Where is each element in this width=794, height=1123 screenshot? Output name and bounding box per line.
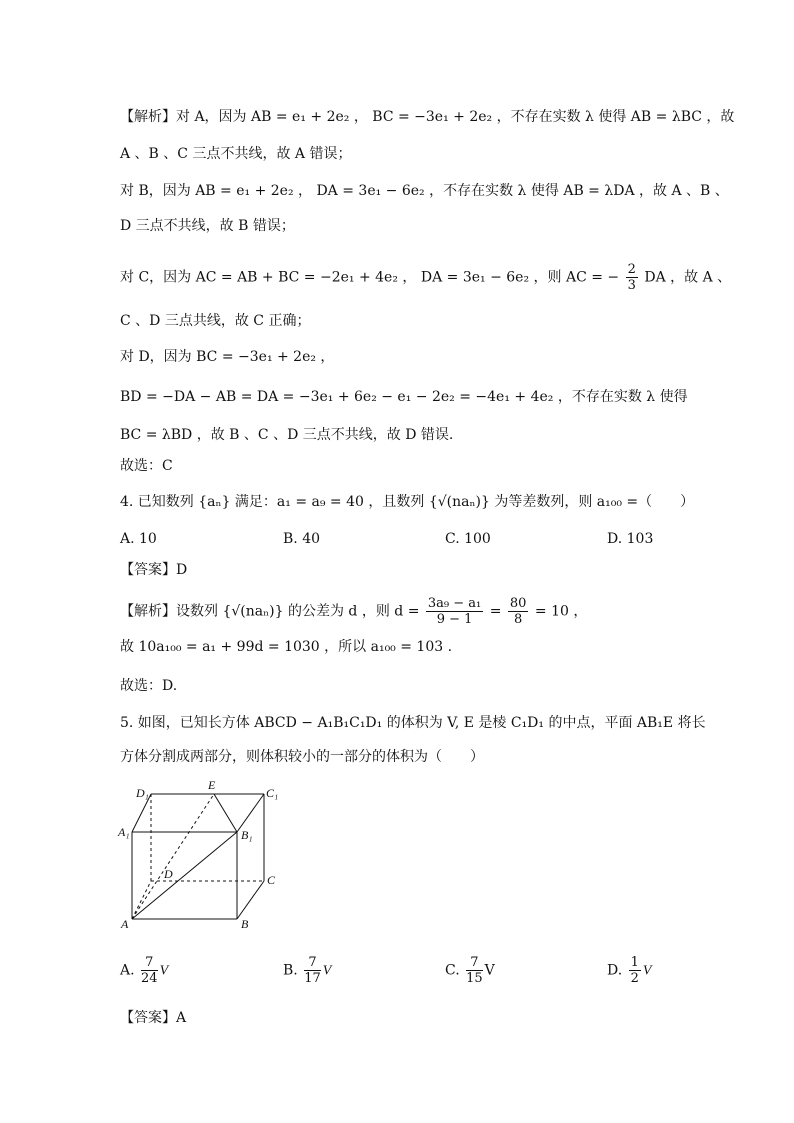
label-d: D xyxy=(164,867,173,881)
label-c: C xyxy=(267,873,276,887)
p5-option-d xyxy=(607,955,651,986)
segment-e-b1 xyxy=(214,794,237,832)
p3-line-5-part-b: DA ，故 A 、 xyxy=(644,269,732,286)
p3-line-7: 对 D，因为 BC = −3e₁ + 2e₂ ， xyxy=(120,349,335,365)
p3-line-4: D 三点不共线，故 B 错误； xyxy=(120,218,295,234)
segment-a-b1 xyxy=(132,832,237,919)
label-e: E xyxy=(208,778,216,792)
edge-b-c xyxy=(237,881,264,919)
p4-solution-line-1-part-b: = 10 ， xyxy=(534,603,588,620)
option-label: D. xyxy=(607,962,623,979)
option-fraction xyxy=(466,955,483,986)
option-fraction xyxy=(304,955,321,986)
p3-line-6: C 、D 三点共线，故 C 正确； xyxy=(120,313,311,329)
option-label: B. xyxy=(283,962,298,979)
option-suffix: V xyxy=(159,963,169,979)
edge-a-d xyxy=(132,881,151,919)
fraction-denominator: 2 xyxy=(630,971,639,986)
p4-option-c: C. 100 xyxy=(445,531,491,547)
fraction-numerator: 2 xyxy=(627,262,636,277)
p3-line-5-fraction xyxy=(626,262,638,293)
p3-line-2: A 、B 、C 三点不共线，故 A 错误； xyxy=(120,146,352,162)
label-a1: A₁ xyxy=(118,825,130,839)
option-suffix: V xyxy=(322,963,332,979)
p4-solution-line-1 xyxy=(120,596,587,627)
p3-line-5-part-a: 对 C，因为 AC = AB + BC = −2e₁ + 4e₂ ， DA = 3e₁ − 6e₂ ，则 AC = − xyxy=(120,269,620,286)
p5-stem-line-2: 方体分割成两部分，则体积较小的一部分的体积为（ ） xyxy=(120,749,484,765)
label-d1: D₁ xyxy=(136,786,149,800)
option-fraction xyxy=(629,955,641,986)
p4-option-d: D. 103 xyxy=(607,531,654,547)
cuboid-figure xyxy=(116,776,286,936)
option-label: C. xyxy=(445,962,460,979)
fraction-numerator: 80 xyxy=(509,596,527,611)
fraction-denominator: 17 xyxy=(304,971,321,986)
label-a: A xyxy=(121,917,129,931)
option-suffix: V xyxy=(484,962,495,979)
p5-stem-line-1: 5. 如图，已知长方体 ABCD − A₁B₁C₁D₁ 的体积为 V, E 是棱 C₁D₁ 的中点，平面 AB₁E 将长 xyxy=(120,715,706,731)
fraction-denominator: 15 xyxy=(466,971,483,986)
p5-answer: 【答案】A xyxy=(120,1010,187,1026)
p4-stem: 4. 已知数列 {aₙ} 满足：a₁ = a₉ = 40 ，且数列 {√(naₙ)} 为等差数列，则 a₁₀₀ =（ ） xyxy=(120,494,695,510)
option-fraction xyxy=(141,955,158,986)
p4-option-a: A. 10 xyxy=(120,531,157,547)
fraction-numerator: 7 xyxy=(466,955,483,971)
edge-b1-c1 xyxy=(237,794,264,832)
segment-a-e xyxy=(132,794,214,919)
label-c1: C₁ xyxy=(266,786,279,800)
equals-sign: = xyxy=(489,603,502,620)
fraction-numerator: 7 xyxy=(141,955,158,971)
label-b: B xyxy=(241,917,249,931)
p3-line-3: 对 B，因为 AB = e₁ + 2e₂ ， DA = 3e₁ − 6e₂ ，不存在实数 λ 使得 AB = λDA ，故 A 、B 、 xyxy=(120,183,729,199)
fraction-denominator: 3 xyxy=(627,278,636,293)
p3-line-9: BC = λBD ，故 B 、C 、D 三点不共线，故 D 错误. xyxy=(120,427,454,443)
p4-solution-line-1-part-a: 【解析】设数列 {√(naₙ)} 的公差为 d ，则 d = xyxy=(120,603,420,620)
fraction-numerator: 3a₉ − a₁ xyxy=(427,596,482,611)
option-suffix: V xyxy=(642,963,652,979)
p4-solution-line-2: 故 10a₁₀₀ = a₁ + 99d = 1030 ，所以 a₁₀₀ = 103 . xyxy=(120,639,453,655)
p4-answer: 【答案】D xyxy=(120,562,188,578)
p3-line-1: 【解析】对 A，因为 AB = e₁ + 2e₂ ， BC = −3e₁ + 2e₂ ，不存在实数 λ 使得 AB = λBC ，故 xyxy=(120,109,735,125)
p3-choice: 故选：C xyxy=(120,458,173,474)
p4-choice: 故选：D. xyxy=(120,678,178,694)
p5-option-a xyxy=(120,955,168,986)
p5-option-c xyxy=(445,955,495,986)
fraction-denominator: 24 xyxy=(141,971,158,986)
fraction-denominator: 8 xyxy=(514,612,523,627)
label-b1: B₁ xyxy=(241,828,253,842)
fraction-denominator: 9 − 1 xyxy=(436,612,473,627)
p4-fraction-2 xyxy=(508,596,529,627)
p3-line-8: BD = −DA − AB = DA = −3e₁ + 6e₂ − e₁ − 2e₂ = −4e₁ + 4e₂ ，不存在实数 λ 使得 xyxy=(120,389,688,405)
p4-fraction-1 xyxy=(426,596,483,627)
p3-line-5 xyxy=(120,262,731,293)
option-label: A. xyxy=(120,962,135,979)
fraction-numerator: 7 xyxy=(304,955,321,971)
p4-option-b: B. 40 xyxy=(283,531,321,547)
p5-option-b xyxy=(283,955,331,986)
fraction-numerator: 1 xyxy=(630,955,639,970)
